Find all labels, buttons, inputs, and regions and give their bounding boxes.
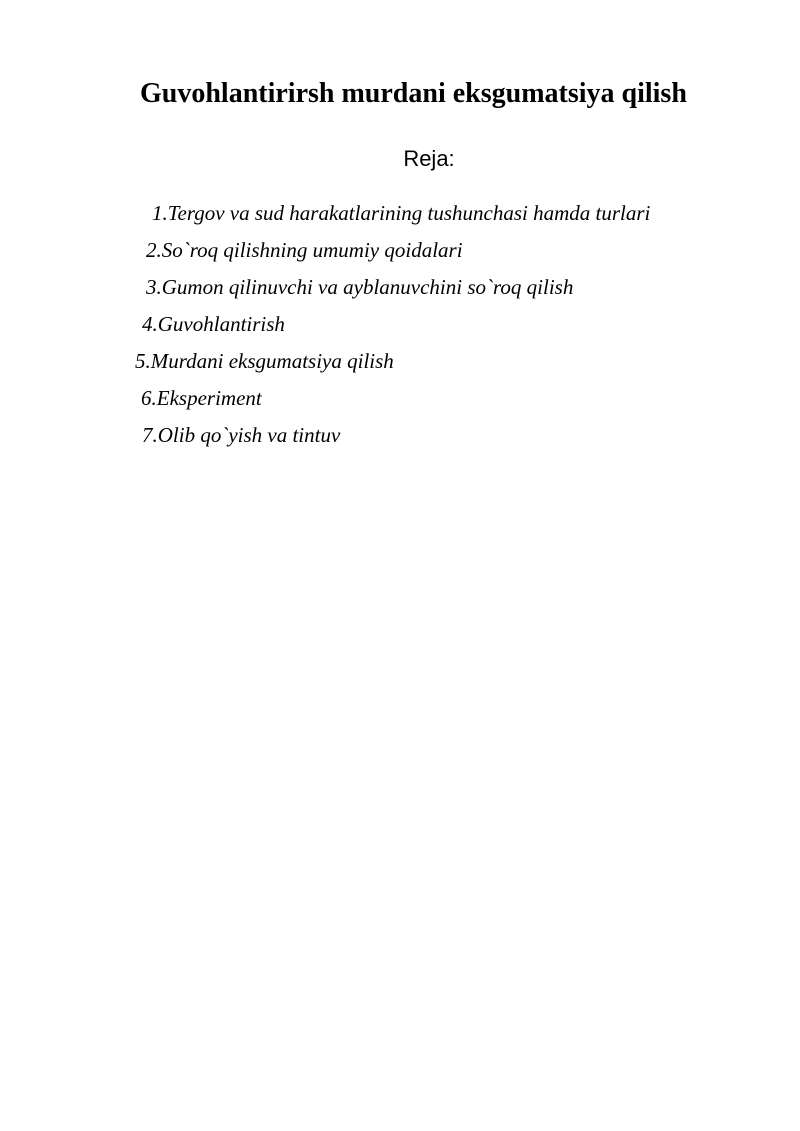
plan-item: 4.Guvohlantirish xyxy=(142,312,285,336)
plan-item: 3.Gumon qilinuvchi va ayblanuvchini so`roq qilish xyxy=(146,275,574,299)
document-title: Guvohlantirirsh murdani eksgumatsiya qilish xyxy=(140,78,687,109)
plan-heading: Reja: xyxy=(403,146,455,171)
plan-item: 5.Murdani eksgumatsiya qilish xyxy=(135,349,394,373)
plan-item: 1.Tergov va sud harakatlarining tushunchasi hamda turlari xyxy=(152,201,651,225)
plan-item: 7.Olib qo`yish va tintuv xyxy=(142,423,341,447)
plan-item: 6.Eksperiment xyxy=(141,386,262,410)
plan-item: 2.So`roq qilishning umumiy qoidalari xyxy=(146,238,463,262)
